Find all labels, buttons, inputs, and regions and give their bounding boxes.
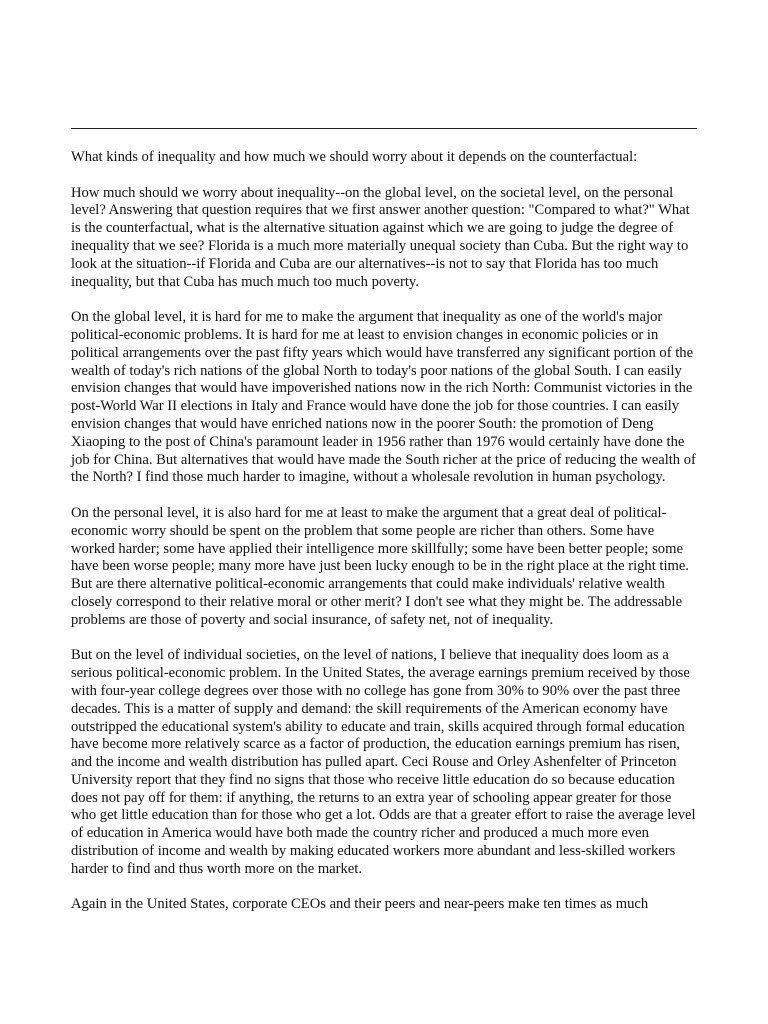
paragraph-personal-level: On the personal level, it is also hard for me at least to make the argument that a great deal of political-economic worry should be spent on the problem that some people are richer than others. Some have worked harder; some have applied their intelligence more skillfully; some have been better people; some have been worse people; many more have just been lucky enough to be in the right place at the right time. But are there alternative political-economic arrangements that could make individuals' relative wealth closely correspond to their relative moral or other merit? I don't see what they might be. The addressable problems are those of poverty and social insurance, of safety net, not of inequality. bbox=[71, 504, 690, 628]
paragraph-intro: What kinds of inequality and how much we should worry about it depends on the counterfactual: bbox=[71, 149, 638, 165]
paragraph-societal-level: But on the level of individual societies, on the level of nations, I believe that inequality does loom as a serious political-economic problem. In the United States, the average earnings premium received by those with four-year college degrees over those with no college has gone from 30% to 90% over the past three decades. This is a matter of supply and demand: the skill requirements of the American economy have outstripped the educational system's ability to educate and train, skills acquired through formal education have become more relatively scarce as a factor of production, the education earnings premium has risen, and the income and wealth distribution has pulled apart. Ceci Rouse and Orley Ashenfelter of Princeton University report that they find no signs that those who receive little education do so because education does not pay off for them: if anything, the returns to an extra year of schooling appear greater for those who get little education than for those who get a lot. Odds are that a greater effort to raise the average level of education in America would have both made the country richer and produced a much more even distribution of income and wealth by making educated workers more abundant and less-skilled workers harder to find and thus worth more on the market. bbox=[71, 647, 696, 877]
document-body bbox=[71, 149, 697, 932]
paragraph-counterfactual: How much should we worry about inequality--on the global level, on the societal level, on the personal level? Answering that question requires that we first answer another question: "Compared to what?" What is the counterfactual, what is the alternative situation against which we are going to judge the degree of inequality that we see? Florida is a much more materially unequal society than Cuba. But the right way to look at the situation--if Florida and Cuba are our alternatives--is not to say that Florida has too much inequality, but that Cuba has much much too much poverty. bbox=[71, 184, 690, 290]
horizontal-rule bbox=[71, 128, 697, 129]
paragraph-ceo-pay: Again in the United States, corporate CEOs and their peers and near-peers make ten times as much bbox=[71, 896, 649, 913]
paragraph-global-level: On the global level, it is hard for me to make the argument that inequality as one of the world's major political-economic problems. It is hard for me at least to envision changes in economic policies or in political arrangements over the past fifty years which would have transferred any significant portion of the wealth of today's rich nations of the global North to today's poor nations of the global South. I can easily envision changes that would have impoverished nations now in the rich North: Communist victories in the post-World War II elections in Italy and France would have done the job for those countries. I can easily envision changes that would have enriched nations now in the poorer South: the promotion of Deng Xiaoping to the post of China's paramount leader in 1956 rather than 1976 would certainly have done the job for China. But alternatives that would have made the South richer at the price of reducing the wealth of the North? I find those much harder to imagine, without a wholesale revolution in human psychology. bbox=[71, 309, 696, 486]
